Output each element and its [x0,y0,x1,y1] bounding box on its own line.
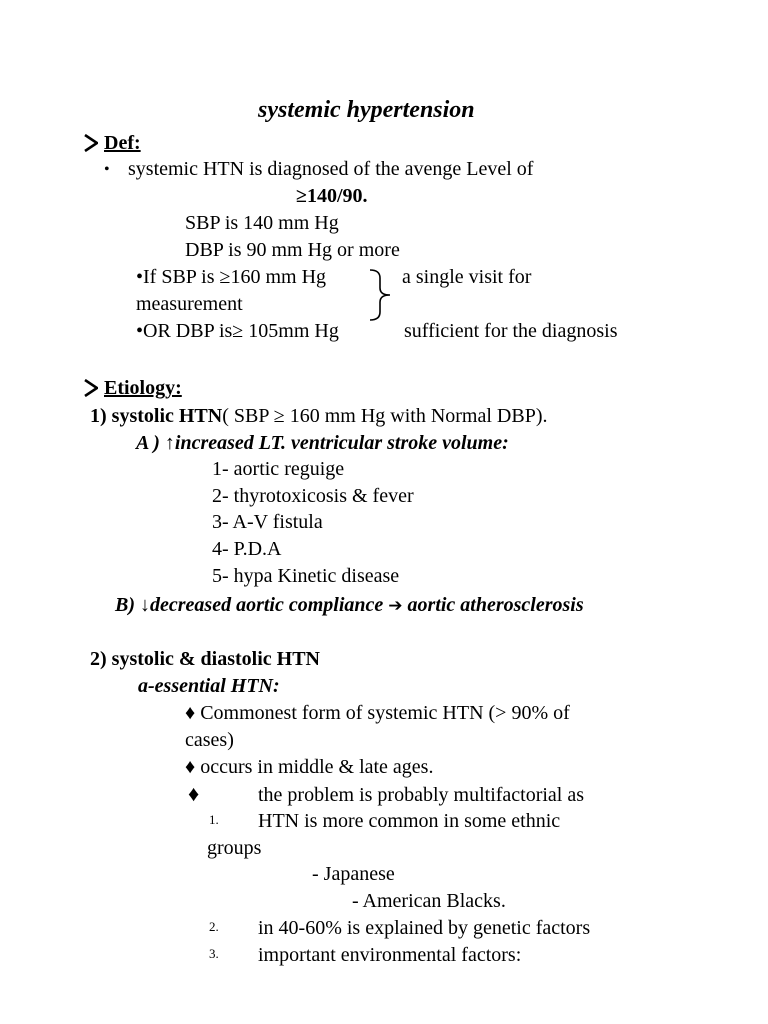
factor-item-3: important environmental factors: [258,944,522,966]
systolic-heading-bold: 1) systolic HTN [90,405,223,427]
essential-bullet-1-cont: cases) [185,729,234,751]
list-item: 2- thyrotoxicosis & fever [212,485,414,507]
systolic-b-left: B) ↓decreased aortic compliance [115,594,384,616]
def-line-1: systemic HTN is diagnosed of the avenge Level of [128,158,534,180]
bullet-dot: • [104,161,110,178]
diamond-bullet-icon: ♦ [188,781,200,806]
def-dbp: DBP is 90 mm Hg or more [185,239,400,261]
essential-bullet-1: ♦ Commonest form of systemic HTN (> 90% of [185,702,570,724]
right-arrow-icon: ➔ [388,596,403,616]
curly-brace-icon [368,268,394,322]
list-item: 3- A-V fistula [212,511,323,533]
essential-htn-heading: a-essential HTN: [138,675,280,697]
systolic-b-line [115,592,584,619]
page-title: systemic hypertension [258,97,475,123]
systolic-a-heading: A ) ↑increased LT. ventricular stroke volume: [136,432,509,454]
list-number: 3. [209,946,219,961]
list-number: 1. [209,812,219,827]
list-item: 4- P.D.A [212,538,282,560]
ethnic-group-2: - American Blacks. [352,890,506,912]
list-number: 2. [209,919,219,934]
ethnic-group-1: - Japanese [312,863,395,885]
def-sbp: SBP is 140 mm Hg [185,212,339,234]
arrowhead-bullet-icon [84,379,98,397]
def-sufficient: sufficient for the diagnosis [404,320,618,342]
factor-item-1-cont: groups [207,837,262,859]
essential-bullet-3: the problem is probably multifactorial as [258,784,585,806]
systolic-b-right: aortic atherosclerosis [407,594,584,616]
def-heading: Def: [104,132,141,154]
factor-item-1: HTN is more common in some ethnic [258,810,561,832]
list-item: 5- hypa Kinetic disease [212,565,400,587]
def-if-sbp: •If SBP is ≥160 mm Hg [136,266,327,288]
systolic-diastolic-heading: 2) systolic & diastolic HTN [90,648,320,670]
factor-item-2: in 40-60% is explained by genetic factors [258,917,591,939]
def-single-visit: a single visit for [402,266,532,288]
etiology-heading: Etiology: [104,377,182,399]
def-or-dbp: •OR DBP is≥ 105mm Hg [136,320,339,342]
arrowhead-bullet-icon [84,134,98,152]
list-item: 1- aortic reguige [212,458,345,480]
systolic-heading-rest: ( SBP ≥ 160 mm Hg with Normal DBP). [222,405,548,427]
essential-bullet-2: ♦ occurs in middle & late ages. [185,756,434,778]
def-measurement: measurement [136,293,243,315]
def-threshold: ≥140/90. [296,185,368,207]
systolic-heading [90,403,547,429]
